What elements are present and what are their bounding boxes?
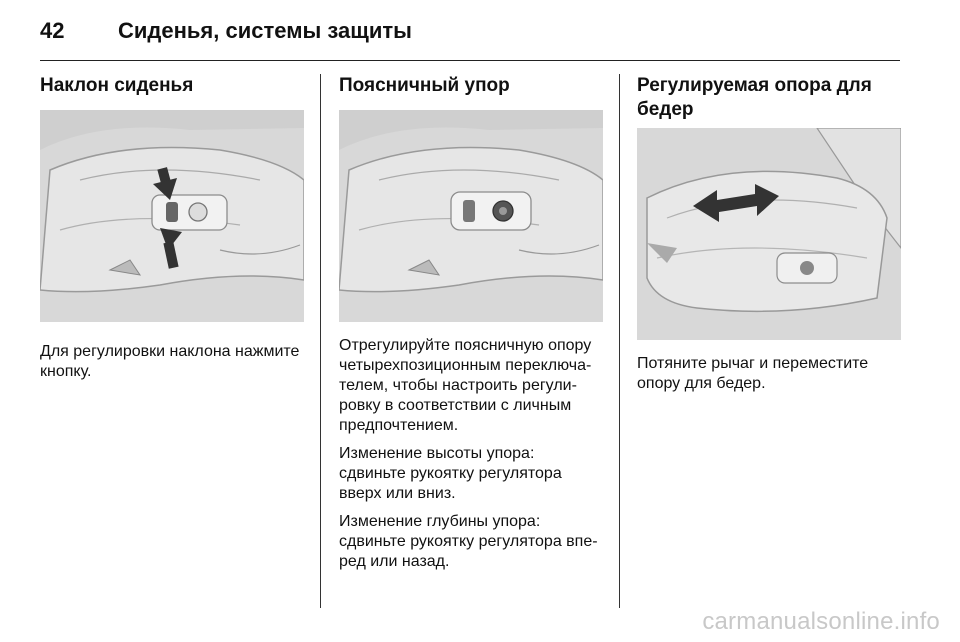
header-divider bbox=[40, 60, 900, 61]
section-text: Потяните рычаг и переместите опору для бедер. bbox=[637, 355, 869, 392]
section-title: Наклон сиденья bbox=[40, 75, 194, 96]
section-title: Регулируемая опора для бедер bbox=[637, 75, 872, 120]
section-thigh-support bbox=[637, 74, 901, 402]
section-lumbar-support bbox=[339, 74, 603, 580]
thigh-support-figure bbox=[637, 128, 901, 340]
lumbar-support-figure bbox=[339, 110, 603, 322]
section-seat-tilt bbox=[40, 74, 304, 390]
section-text: Изменение высоты упора: сдвиньте рукоятку регулятора вверх или вниз. bbox=[339, 445, 562, 502]
seat-tilt-figure bbox=[40, 110, 304, 322]
page-number: 42 bbox=[40, 18, 65, 43]
watermark: carmanualsonline.info bbox=[702, 608, 940, 635]
chapter-title: Сиденья, системы защиты bbox=[118, 18, 412, 43]
column-divider bbox=[320, 74, 321, 608]
page-header bbox=[40, 18, 412, 52]
section-text: Для регулировки наклона нажмите кнопку. bbox=[40, 343, 300, 380]
section-title: Поясничный упор bbox=[339, 75, 510, 96]
section-text: Изменение глубины упора: сдвиньте рукоятку регулятора впе-ред или назад. bbox=[339, 513, 598, 570]
column-divider bbox=[619, 74, 620, 608]
section-text: Отрегулируйте поясничную опору четырехпозиционным переключа-телем, чтобы настроить регули-ровку в соответствии с личным предпочтением. bbox=[339, 337, 592, 434]
